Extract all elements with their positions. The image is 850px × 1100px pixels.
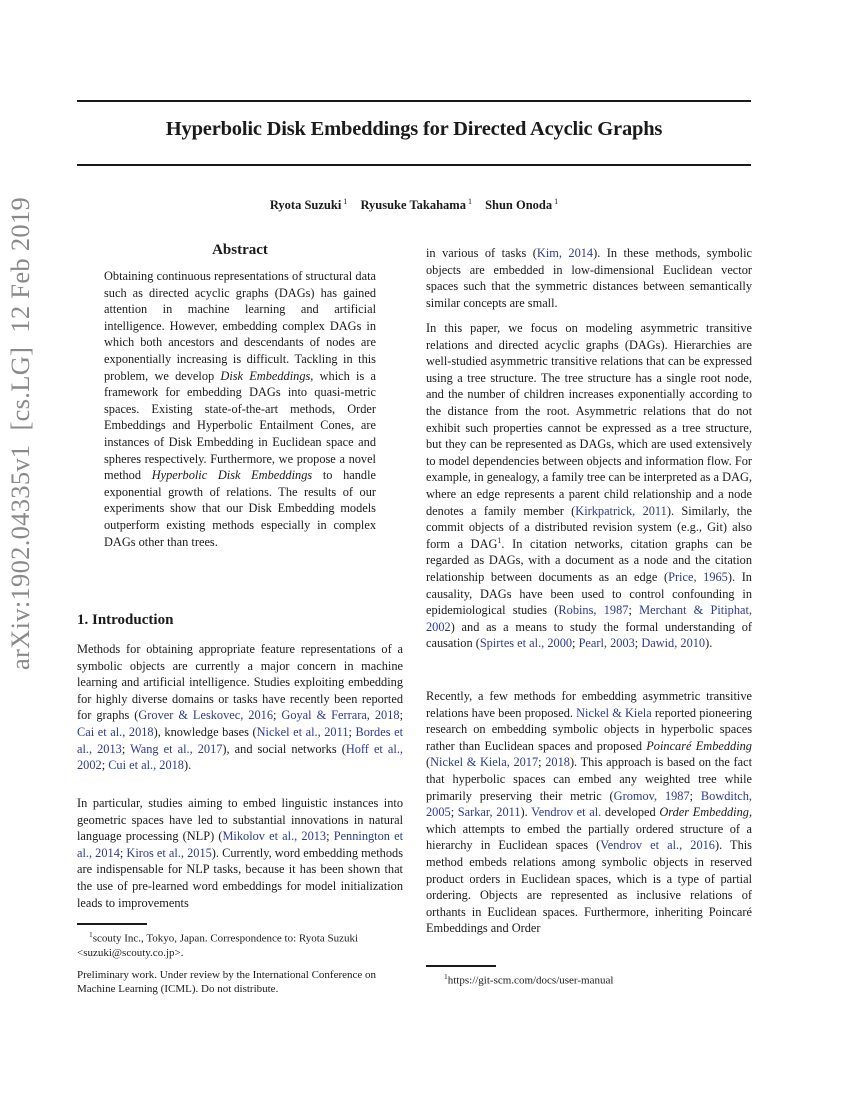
paper-title: Hyperbolic Disk Embeddings for Directed Acyclic Graphs xyxy=(165,118,663,140)
citation-link[interactable]: Kim, 2014 xyxy=(536,246,594,260)
abstract-body: Obtaining continuous representations of structural data such as directed acyclic graphs (DAGs) has gained attention in machine learning and artificial intelligence. However, embedding complex DAGs in which both ancestors and descendants of nodes are exponentially increasing is difficult. Tackling in this problem, we develop Disk Embeddings, which is a framework for embedding DAGs into quasi-metric spaces. Existing state-of-the-art methods, Order Embeddings and Hyperbolic Entailment Cones, are instances of Disk Embedding in Euclidean space and spheres respectively. Furthermore, we propose a novel method Hyperbolic Disk Embeddings to handle exponential growth of relations. The results of our experiments show that our Disk Embedding models outperform existing methods especially in complex DAGs other than trees. xyxy=(104,269,376,549)
citation-link[interactable]: Pearl, 2003 xyxy=(578,636,635,651)
arxiv-sidebar-stamp xyxy=(5,183,36,670)
citation-link[interactable]: Goyal & Ferrara, 2018 xyxy=(281,708,400,723)
citation-link[interactable]: Bordes et al., 2013 xyxy=(77,724,404,756)
citation-link[interactable]: 2018 xyxy=(545,755,570,770)
footnote-git-url: $^1$https://git-scm.com/docs/user-manual xyxy=(444,972,614,987)
intro-paragraph-3: In this paper, we focus on modeling asymmetric transitive relations and directed acyclic graphs (DAGs). Hierarchies are well-studied asymmetric transitive relations that can be expressed using a tree structure. The tree structure has a single root node, and the number of children increases exponentially according to the distance from the root. Asymmetric relations that do not exhibit such properties cannot be expressed as a tree structure, but they can be represented as DAGs, which are used extensively to model dependencies between objects and information flow. For example, in genealogy, a family tree can be interpreted as a DAG, where an edge represents a parent child relationship and a node denotes a family member (Kirkpatrick, 2011). Similarly, the commit objects of a distributed revision system (e.g., Git) also form a DAG$^1$. In citation networks, citation graphs can be regarded as DAGs, with a document as a node and the citation relationship between documents as an edge (Price, 1965). In causality, DAGs have been used to control confounding in epidemiological studies (Robins, 1987; Merchant & Pitiphat, 2002) and as a means to study the formal understanding of causation (Spirtes et al., 2000; Pearl, 2003; Dawid, 2010). xyxy=(426,321,753,651)
citation-link[interactable]: Nickel et al., 2011 xyxy=(256,724,349,739)
citation-link[interactable]: Kiros et al., 2015 xyxy=(126,845,212,860)
citation-link[interactable]: Price, 1965 xyxy=(668,569,728,584)
citation-link[interactable]: Sarkar, 2011 xyxy=(457,805,521,820)
intro-paragraph-2-continued: in various of tasks (Kim, 2014). In these methods, symbolic objects are embedded in low-dimensional Euclidean vector spaces such that the symmetric distances between semantically similar concepts are small. xyxy=(426,246,753,310)
citation-link[interactable]: Vendrov et al., 2016 xyxy=(600,838,715,853)
citation-link[interactable]: Wang et al., 2017 xyxy=(130,741,223,756)
citation-link[interactable]: Gromov, 1987 xyxy=(613,788,690,803)
arxiv-id: arXiv:1902.04335v1 xyxy=(5,444,35,670)
arxiv-category: [cs.LG] xyxy=(5,346,35,431)
citation-link[interactable]: Hoff et al., 2002 xyxy=(77,741,403,773)
citation-link[interactable]: Mikolov et al., 2013 xyxy=(222,829,327,844)
citation-link[interactable]: Grover & Leskovec, 2016 xyxy=(138,708,273,723)
citation-link[interactable]: Robins, 1987 xyxy=(558,603,629,618)
author: Shun Onoda $^1$ xyxy=(485,197,559,213)
citation-link[interactable]: Cui et al., 2018 xyxy=(108,758,184,773)
citation-link[interactable]: Pennington et al., 2014 xyxy=(77,829,403,860)
citation-link[interactable]: Nickel & Kiela xyxy=(576,705,652,720)
citation-link[interactable]: Vendrov et al. xyxy=(531,805,602,820)
author: Ryota Suzuki $^1$ xyxy=(269,197,348,213)
footnote-affiliation: $^1$scouty Inc., Tokyo, Japan. Correspondence to: Ryota Suzuki <suzuki@scouty.co.jp>. xyxy=(77,930,359,959)
intro-paragraph-1: Methods for obtaining appropriate feature representations of a symbolic objects are currently a major concern in machine learning and artificial intelligence. Studies exploiting embedding for highly diverse domains or tasks have recently been reported for graphs (Grover & Leskovec, 2016; Goyal & Ferrara, 2018; Cai et al., 2018), knowledge bases (Nickel et al., 2011; Bordes et al., 2013; Wang et al., 2017), and social networks (Hoff et al., 2002; Cui et al., 2018). xyxy=(77,642,404,773)
citation-link[interactable]: Merchant & Pitiphat, 2002 xyxy=(426,603,753,634)
preliminary-notice: Preliminary work. Under review by the International Conference on Machine Learning (ICML). Do not distribute. xyxy=(77,969,377,995)
author: Ryusuke Takahama $^1$ xyxy=(360,197,472,213)
arxiv-date: 12 Feb 2019 xyxy=(5,196,35,333)
citation-link[interactable]: Cai et al., 2018 xyxy=(77,724,154,739)
author-list xyxy=(77,197,751,213)
citation-link[interactable]: Kirkpatrick, 2011 xyxy=(575,503,667,518)
title-bottom-rule xyxy=(77,164,751,166)
citation-link[interactable]: Bowditch, 2005 xyxy=(426,788,753,820)
git-manual-link[interactable]: https://git-scm.com/docs/user-manual xyxy=(447,974,614,987)
intro-paragraph-4: Recently, a few methods for embedding asymmetric transitive relations have been proposed. Nickel & Kiela reported pioneering research on embedding symbolic objects in hyperbolic spaces rather than Euclidean spaces and proposed Poincaré Embedding (Nickel & Kiela, 2017; 2018). This approach is based on the fact that hyperbolic spaces can embed any weighted tree while primarily preserving their metric (Gromov, 1987; Bowditch, 2005; Sarkar, 2011). Vendrov et al. developed Order Embedding, which attempts to embed the partially ordered structure of a hierarchy in Euclidean spaces (Vendrov et al., 2016). This method embeds relations among symbolic objects in reserved product orders in Euclidean spaces, which is a type of partial ordering. Objects are represented as inclusive relations of orthants in Euclidean spaces. Furthermore, inheriting Poincaré Embeddings and Order xyxy=(426,689,753,936)
citation-link[interactable]: Spirtes et al., 2000 xyxy=(479,636,573,651)
footnote-marker[interactable]: 1 xyxy=(497,535,502,545)
section-heading-introduction: 1. Introduction xyxy=(77,612,174,628)
abstract-heading: Abstract xyxy=(212,242,268,258)
footnote-rule xyxy=(426,965,496,967)
citation-link[interactable]: Dawid, 2010 xyxy=(641,636,706,651)
title-top-rule xyxy=(77,100,751,102)
intro-paragraph-2: In particular, studies aiming to embed linguistic instances into geometric spaces have led to substantial innovations in natural language processing (NLP) (Mikolov et al., 2013; Pennington et al., 2014; Kiros et al., 2015). Currently, word embedding methods are indispensable for NLP tasks, because it has been shown that the use of pre-learned word embeddings for model initialization leads to improvements xyxy=(77,796,404,910)
footnote-rule xyxy=(77,923,147,925)
citation-link[interactable]: Nickel & Kiela, 2017 xyxy=(430,755,539,770)
